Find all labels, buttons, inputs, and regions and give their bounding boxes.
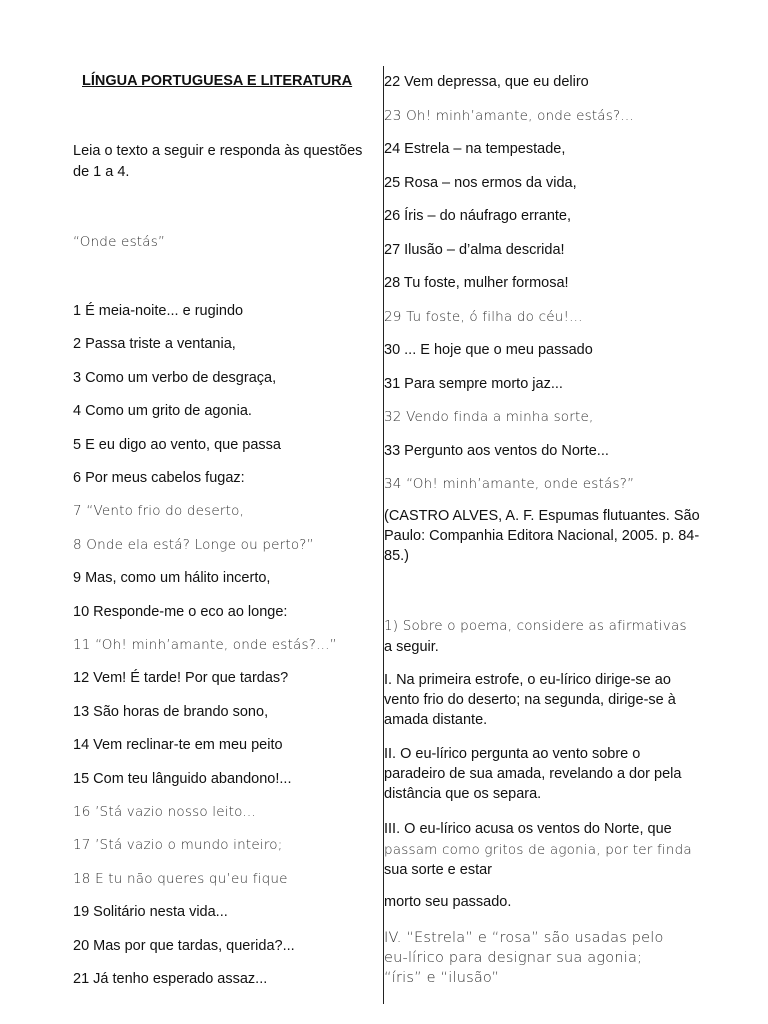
question-1-line-2: a seguir. [384, 639, 439, 655]
citation: (CASTRO ALVES, A. F. Espumas flutuantes. São Paulo: Companhia Editora Nacional, 2005. p. 84-85.) [384, 508, 700, 564]
verse-line: 13 São horas de brando sono, [73, 703, 269, 720]
verse-line: 2 Passa triste a ventania, [73, 336, 236, 353]
verse-line: 11 “Oh! minh’amante, onde estás?...” [73, 637, 337, 653]
question-1-line-1: 1) Sobre o poema, considere as afirmativas [384, 618, 687, 634]
verse-line: 10 Responde-me o eco ao longe: [73, 603, 288, 620]
intro-text-line-1: Leia o texto a seguir e responda às questões [73, 143, 363, 159]
verse-line: 28 Tu foste, mulher formosa! [384, 275, 569, 291]
verse-line: 27 Ilusão – d’alma descrida! [384, 241, 565, 258]
item-iii-line-1: III. O eu-lírico acusa os ventos do Norte, que [384, 821, 672, 837]
verse-line: 15 Com teu lânguido abandono!... [73, 770, 292, 787]
verse-line: 14 Vem reclinar-te em meu peito [73, 737, 283, 754]
verse-line: 21 Já tenho esperado assaz... [73, 971, 268, 987]
verse-line: 30 ... E hoje que o meu passado [384, 342, 593, 358]
verse-line: 8 Onde ela está? Longe ou perto?” [73, 536, 314, 553]
verse-line: 12 Vem! É tarde! Por que tardas? [73, 670, 289, 687]
item-i: I. Na primeira estrofe, o eu-lírico dirige-se ao vento frio do deserto; na segunda, dirige-se à amada distante. [384, 672, 676, 728]
verse-line: 16 ’Stá vazio nosso leito... [73, 804, 256, 820]
item-iii-line-4: morto seu passado. [384, 894, 512, 910]
item-iii-line-2: passam como gritos de agonia, por ter finda [384, 842, 692, 858]
intro-text-line-2: de 1 a 4. [73, 164, 130, 180]
verse-line: 20 Mas por que tardas, querida?... [73, 937, 295, 954]
verse-line: 29 Tu foste, ó filha do céu!... [384, 308, 583, 325]
verse-line: 31 Para sempre morto jaz... [384, 375, 563, 392]
verse-line: 5 E eu digo ao vento, que passa [73, 436, 281, 453]
poem-title: “Onde estás” [73, 234, 166, 250]
verse-line: 3 Como um verbo de desgraça, [73, 369, 277, 386]
verse-line: 33 Pergunto aos ventos do Norte... [384, 442, 609, 459]
verse-line: 4 Como um grito de agonia. [73, 403, 252, 420]
item-iv: IV. “Estrela” e “rosa” são usadas pelo eu-lírico para designar sua agonia; “íris” e “ilusão” [384, 930, 664, 986]
verse-line: 25 Rosa – nos ermos da vida, [384, 174, 577, 191]
verse-line: 17 ’Stá vazio o mundo inteiro; [73, 837, 283, 854]
verse-line: 26 Íris – do náufrago errante, [384, 208, 572, 224]
verse-line: 6 Por meus cabelos fugaz: [73, 470, 245, 486]
verse-line: 34 “Oh! minh’amante, onde estás?” [384, 476, 635, 492]
item-iii-line-3: sua sorte e estar [384, 862, 492, 878]
verse-line: 1 É meia-noite... e rugindo [73, 303, 244, 319]
verse-line: 18 E tu não queres qu’eu fique [73, 870, 288, 887]
verse-line: 7 “Vento frio do deserto, [73, 503, 245, 520]
verse-line: 24 Estrela – na tempestade, [384, 141, 566, 157]
verse-line: 32 Vendo finda a minha sorte, [384, 409, 594, 425]
verse-line: 23 Oh! minh’amante, onde estás?... [384, 107, 634, 124]
page-title: LÍNGUA PORTUGUESA E LITERATURA [82, 73, 353, 89]
item-ii: II. O eu-lírico pergunta ao vento sobre o paradeiro de sua amada, revelando a dor pela distância que os separa. [384, 746, 682, 802]
verse-line: 9 Mas, como um hálito incerto, [73, 570, 271, 587]
verse-line: 19 Solitário nesta vida... [73, 904, 228, 921]
verse-line: 22 Vem depressa, que eu deliro [384, 74, 589, 90]
